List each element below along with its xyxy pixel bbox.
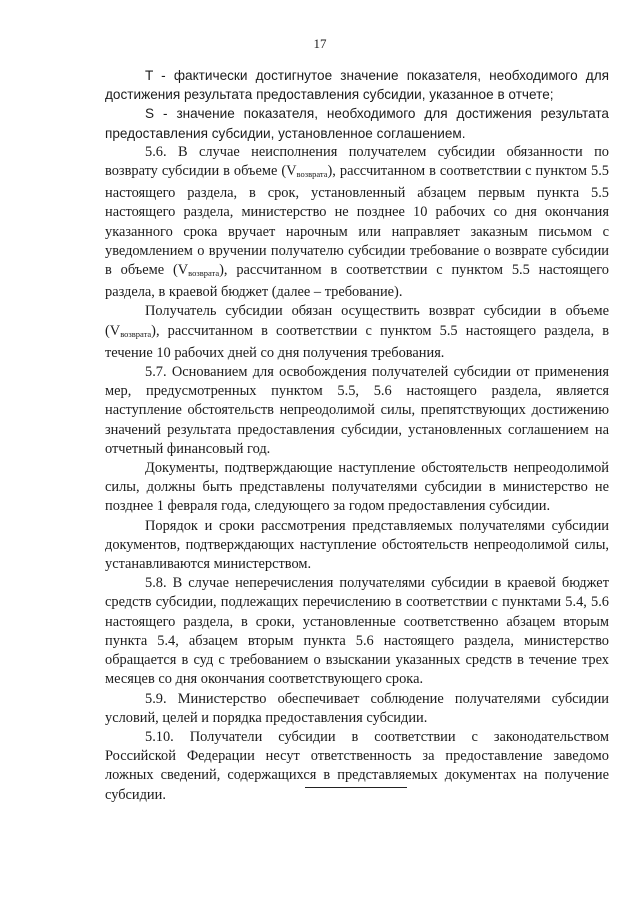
paragraph-recipient-obligation-part-1: Получатель субсидии обязан осуществить возврат субсидии в объеме (V [105, 303, 609, 339]
end-of-document-rule [305, 787, 407, 788]
paragraph-5-9: 5.9. Министерство обеспечивает соблюдение получателями субсидии условий, целей и порядка предоставления субсидии. [105, 690, 609, 726]
v-return-subscript: возврата [188, 268, 220, 279]
page-number: 17 [313, 36, 327, 51]
paragraph-5-7: 5.7. Основанием для освобождения получателей субсидии от применения мер, предусмотренных пунктом 5.5, 5.6 настоящего раздела, является наступление обстоятельств непреодолимой силы, препятствующих достижению значений результата предоставления субсидии, установленных соглашением на отчетный финансовый год. [105, 364, 609, 457]
paragraph-5-6 [105, 143, 609, 303]
paragraph-5-6-part-3: ), рассчитанном в соответствии с пунктом 5.5 настоящего раздела, в краевой бюджет (далее – требование). [105, 262, 609, 301]
paragraph-s-definition: S - значение показателя, необходимого для достижения результата предоставления субсидии, установленное соглашением. [105, 106, 609, 141]
paragraph-recipient-obligation-part-2: ), рассчитанном в соответствии с пунктом 5.5 настоящего раздела, в течение 10 рабочих дней со дня получения требования. [105, 322, 609, 361]
v-return-subscript: возврата [120, 328, 152, 339]
paragraph-5-8: 5.8. В случае неперечисления получателями субсидии в краевой бюджет средств субсидии, подлежащих перечислению в соответствии с пунктами 5.4, 5.6 настоящего раздела, в сроки, установленные соответственно абзацем вторым пункта 5.4, абзацем вторым пункта 5.6 настоящего раздела, министерство обращается в суд с требованием о взыскании указанных средств в течение трех месяцев со дня окончания соответствующего срока. [105, 575, 609, 688]
paragraph-t-definition: T - фактически достигнутое значение показателя, необходимого для достижения результата предоставления субсидии, указанное в отчете; [105, 68, 609, 103]
paragraph-5-6-part-1: 5.6. В случае неисполнения получателем субсидии обязанности по возврату субсидии в объеме (V [105, 143, 609, 180]
paragraph-review-procedure: Порядок и сроки рассмотрения представляемых получателями субсидии документов, подтверждающих наступление обстоятельств непреодолимой силы, устанавливаются министерством. [105, 517, 609, 573]
paragraph-force-majeure-documents: Документы, подтверждающие наступление обстоятельств непреодолимой силы, должны быть представлены получателями субсидии в министерство не позднее 1 февраля года, следующего за годом предоставления субсидии. [105, 460, 609, 515]
paragraph-5-10: 5.10. Получатели субсидии в соответствии с законодательством Российской Федерации несут ответственность за предоставление заведомо ложных сведений, содержащихся в представляемых документах на получение субсидии. [105, 728, 609, 803]
v-return-subscript: возврата [296, 169, 328, 180]
paragraph-5-6-part-2: ), рассчитанном в соответствии с пунктом 5.5 настоящего раздела, в срок, установленный абзацем первым пункта 5.5 настоящего раздела, министерство не позднее 10 рабочих со дня окончания указанного срока вручает нарочным или направляет заказным письмом с уведомлением о вручении получателю субсидии требование о возврате субсидии в объеме (V [105, 163, 609, 279]
document-body [105, 66, 609, 805]
paragraph-recipient-obligation [105, 302, 609, 363]
